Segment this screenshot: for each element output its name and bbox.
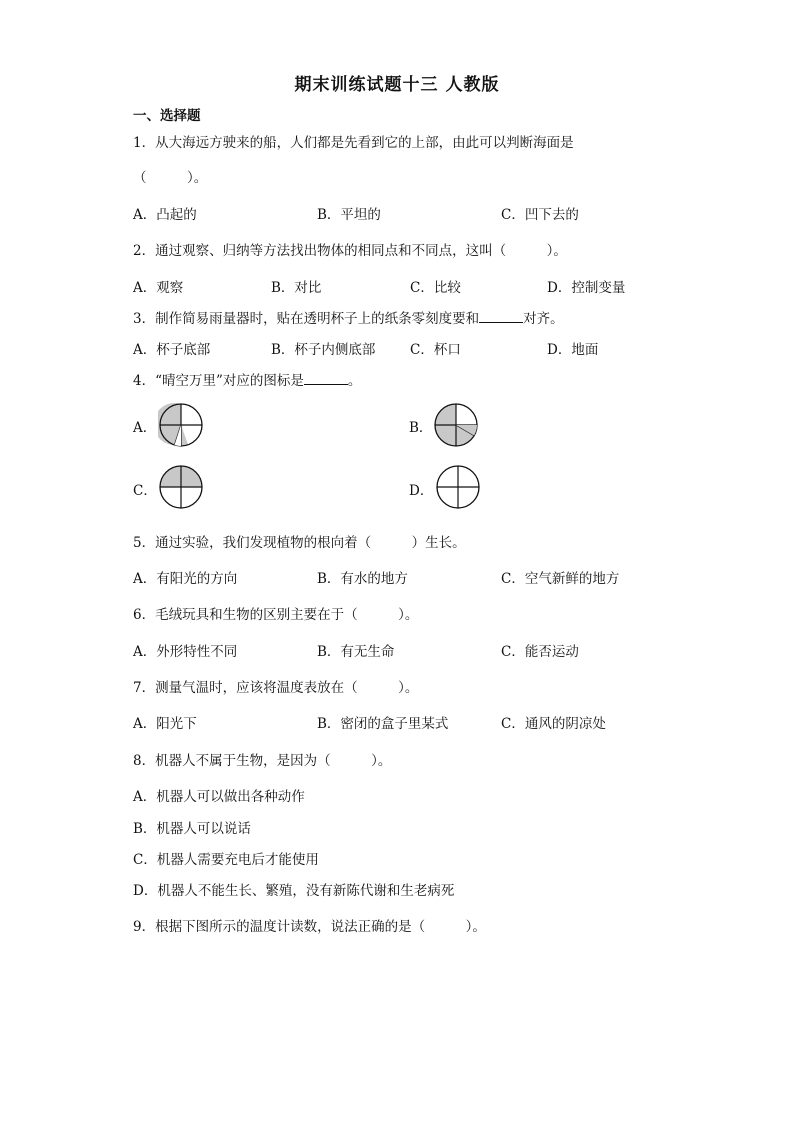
- question-3-stem: [133, 307, 564, 327]
- question-2-stem: 2．通过观察、归纳等方法找出物体的相同点和不同点，这叫（ ）。: [133, 243, 567, 259]
- q1-option-b[interactable]: B．平坦的: [317, 207, 381, 223]
- q8-option-c[interactable]: C．机器人需要充电后才能使用: [133, 852, 319, 868]
- q7-option-a[interactable]: A．阳光下: [133, 716, 197, 732]
- q3-option-b[interactable]: B．杯子内侧底部: [271, 342, 376, 358]
- q1-option-a[interactable]: A．凸起的: [133, 207, 197, 223]
- q8-option-d[interactable]: D．机器人不能生长、繁殖，没有新陈代谢和生老病死: [133, 883, 455, 899]
- q5-option-b[interactable]: B．有水的地方: [317, 571, 408, 587]
- answer-blank[interactable]: [479, 310, 523, 323]
- q7-option-c[interactable]: C．通风的阴凉处: [501, 716, 606, 732]
- question-8-stem: 8．机器人不属于生物，是因为（ ）。: [133, 753, 392, 769]
- q4-option-c[interactable]: C．: [133, 483, 157, 499]
- question-3-stem-a: 3．制作简易雨量器时，贴在透明杯子上的纸条零刻度要和: [133, 311, 480, 327]
- q1-option-c[interactable]: C．凹下去的: [501, 207, 579, 223]
- q4-option-d[interactable]: D．: [409, 483, 434, 499]
- q3-option-a[interactable]: A．杯子底部: [133, 342, 211, 358]
- q6-option-c[interactable]: C．能否运动: [501, 644, 579, 660]
- question-9-stem: 9．根据下图所示的温度计读数，说法正确的是（ ）。: [133, 919, 486, 935]
- q2-option-b[interactable]: B．对比: [271, 280, 322, 296]
- q5-option-a[interactable]: A．有阳光的方向: [133, 571, 238, 587]
- q5-option-c[interactable]: C．空气新鲜的地方: [501, 571, 620, 587]
- question-1-stem-cont: （ ）。: [133, 170, 208, 186]
- q6-option-a[interactable]: A．外形特性不同: [133, 644, 238, 660]
- question-4-stem: [133, 369, 361, 389]
- q6-option-b[interactable]: B．有无生命: [317, 644, 395, 660]
- q3-option-c[interactable]: C．杯口: [410, 342, 461, 358]
- question-5-stem: 5．通过实验，我们发现植物的根向着（ ）生长。: [133, 535, 466, 551]
- q4-option-b[interactable]: B．: [409, 420, 433, 436]
- question-4-stem-b: 。: [347, 373, 362, 389]
- q7-option-b[interactable]: B．密闭的盒子里某式: [317, 716, 449, 732]
- q2-option-a[interactable]: A．观察: [133, 280, 184, 296]
- page-title: 期末训练试题十三 人教版: [294, 75, 500, 95]
- pie-empty-icon[interactable]: [435, 464, 481, 510]
- question-6-stem: 6．毛绒玩具和生物的区别主要在于（ ）。: [133, 607, 419, 623]
- q3-option-d[interactable]: D．地面: [547, 342, 599, 358]
- pie-mostly-shaded-icon[interactable]: [158, 402, 204, 448]
- question-7-stem: 7．测量气温时，应该将温度表放在（ ）。: [133, 680, 419, 696]
- q2-option-d[interactable]: D．控制变量: [547, 280, 626, 296]
- q2-option-c[interactable]: C．比较: [410, 280, 461, 296]
- question-3-stem-b: 对齐。: [523, 311, 564, 327]
- pie-half-shaded-icon[interactable]: [158, 464, 204, 510]
- section-heading: 一、选择题: [133, 108, 201, 124]
- question-1-stem: 1．从大海远方驶来的船，人们都是先看到它的上部，由此可以判断海面是: [133, 135, 574, 151]
- q4-option-a[interactable]: A．: [133, 420, 157, 436]
- question-4-stem-a: 4．“晴空万里”对应的图标是: [133, 373, 304, 389]
- answer-blank[interactable]: [304, 372, 348, 385]
- pie-mostly-shaded-icon-2[interactable]: [433, 402, 479, 448]
- q8-option-b[interactable]: B．机器人可以说话: [133, 821, 251, 837]
- q8-option-a[interactable]: A．机器人可以做出各种动作: [133, 789, 305, 805]
